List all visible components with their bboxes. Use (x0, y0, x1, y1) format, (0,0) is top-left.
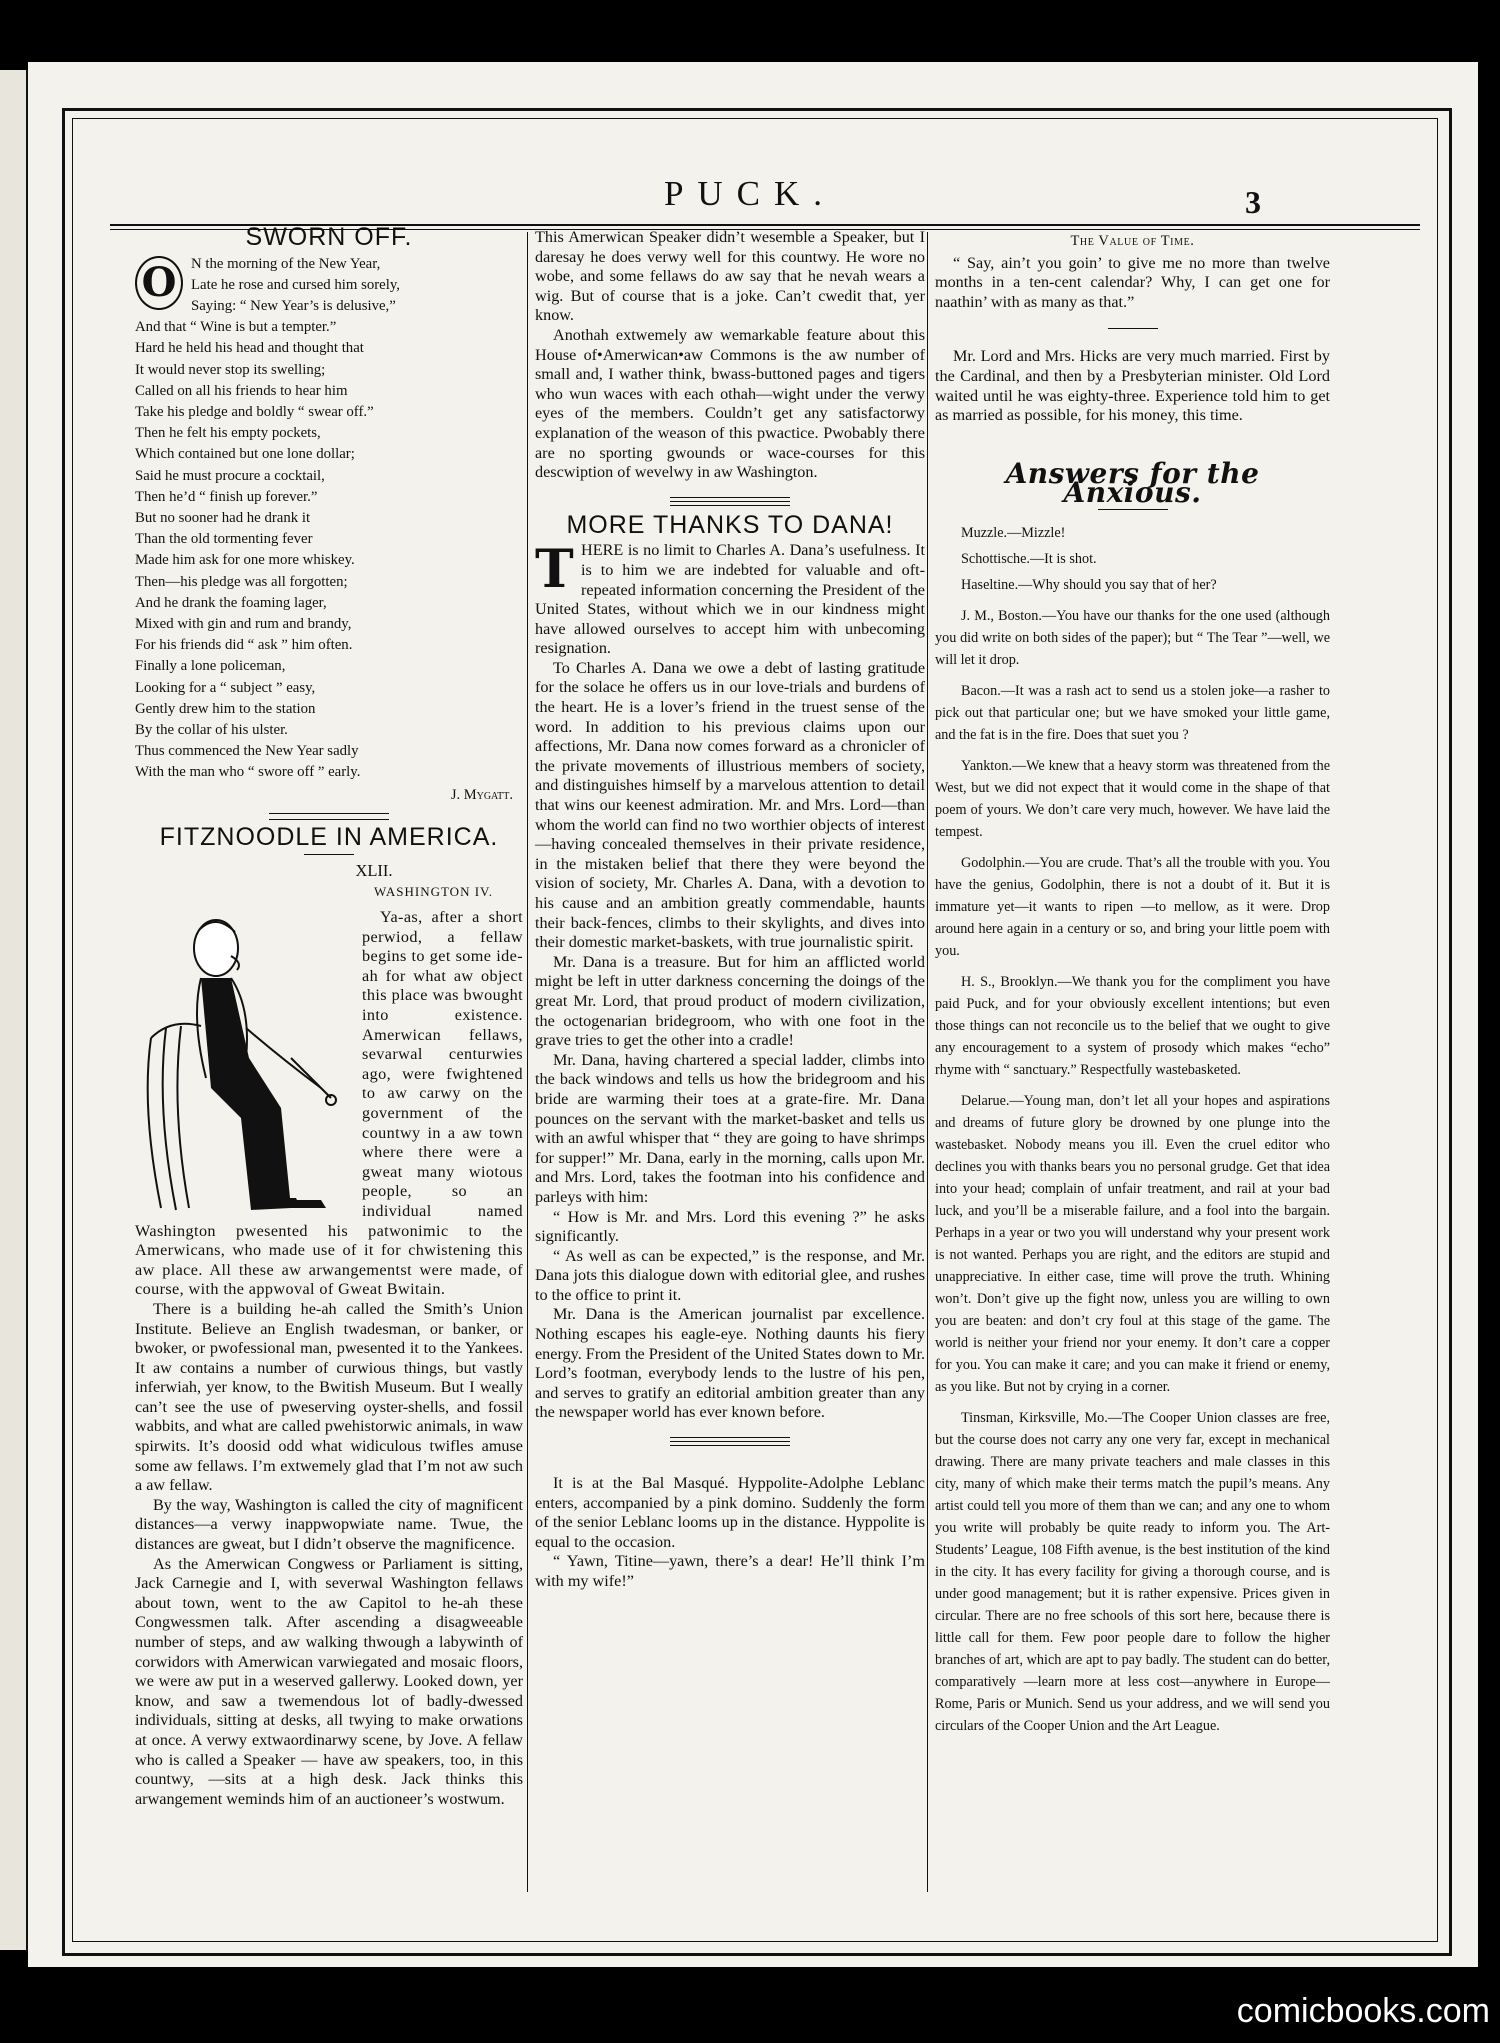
poem-line: Gently drew him to the station (135, 700, 316, 717)
fitznoodle-paragraph: There is a building he-ah called the Smith’s Union Institute. Believe an English twadesman, or banker, or bwoker, or pwofessional man, pwesented it to the Yankees. It aw contains a number of curwious things, but vastly inferwiah, yer know, to the Bwitish Museum. But I weally can’t see the use of pweserving oyster-shells, and fossil wabbits, and what are called pwehistorwic animals, in waw spirwits. It’s doosid odd what widiculous twifles amuse some aw fellaws. I’m extwemely glad that I’m not aw such a aw fellaw. (135, 1299, 523, 1495)
poem-line: Said he must procure a cocktail, (135, 467, 325, 484)
poem-line: N the morning of the New Year, (191, 255, 381, 272)
page-number: 3 (1245, 184, 1261, 220)
poem-line: Then he felt his empty pockets, (135, 425, 321, 442)
title-underline (1098, 509, 1168, 510)
dana-paragraph: To Charles A. Dana we owe a debt of lasting gratitude for the solace he offers us in our love-trials and burdens of the heart. He is a lover’s friend in the truest sense of the word. In addition to his previous claims upon our affections, Mr. Dana now comes forward as a chronicler of the private movements of illustrious members of society, and distinguishes himself by a marvelous attention to detail that wins our keenest admiration. Mr. and Mrs. Lord—than whom the world can find no two worthier objects of interest—having concealed themselves in their private residence, in the mistaken belief that there they were beyond the vision of society, Mr. Charles A. Dana, with a devotion to his cause and an ambition greatly commendable, haunts their back-fences, climbs to their skylights, and dives into their domestic market-baskets, with true journalistic spirit. (535, 658, 925, 952)
poem-line: Which contained but one lone dollar; (135, 446, 355, 463)
dana-title: MORE THANKS TO DANA! (566, 510, 894, 539)
value-of-time-title: The Value of Time. (1070, 233, 1195, 249)
fitznoodle-paragraph: As the Amerwican Congwess or Parliament is sitting, Jack Carnegie and I, with severwal Washington fellaws about town, went to the aw Capitol to he-ah these Congwessmen talk. After ascending a disagweeable number of steps, and aw walking thwough a labywinth of corwidors with Amerwican varwiegated and mosaic floors, we were aw put in a weserved gallerwy. Looked down, yer know, and saw a twemendous lot of badly-dwessed individuals, sitting at desks, all twying to make orwations at once. A verwy extwaordinarwy scene, by Jove. A fellaw who is called a Speaker — have aw speakers, too, in this countwy, —sits at a high desk. Jack thinks this arwangement weminds him of an auctioneer’s wostwum. (135, 1554, 523, 1808)
lord-hicks-paragraph: Mr. Lord and Mrs. Hicks are very much married. First by the Cardinal, and then by a Presbyterian minister. Old Lord waited until he was eighty-three. Experience told him to get as married as possible, for his money, this time. (935, 347, 1330, 425)
poem-line: Late he rose and cursed him sorely, (191, 276, 400, 293)
previous-page-edge (0, 70, 28, 1950)
section-separator (269, 813, 389, 820)
poem-line: With the man who “ swore off ” early. (135, 764, 361, 781)
fitznoodle-continuation: Anothah extwemely aw wemarkable feature about this House of•Amerwican•aw Commons is the aw number of small and, I wather think, bwass-buttoned pages and tigers who wun waces with each othah—wight under the verwy eyes of the members. Couldn’t get any satisfactorwy explanation of the weason of this pwactice. Pwobably there are no sporting gwounds or wace-courses for this descwiption of wevelwy in aw Washington. (535, 325, 925, 482)
title-underline (304, 854, 354, 855)
answer-item: Haseltine.—Why should you say that of her? (961, 576, 1217, 593)
poem-line: And that “ Wine is but a tempter.” (135, 319, 337, 336)
column-2 (535, 228, 925, 1592)
dana-paragraph: HERE is no limit to Charles A. Dana’s usefulness. It is to him we are indebted for valuable and oft-repeated information concerning the President of the United States, without which we in our kindness might have allowed ourselves to accept him with unbecoming resignation. (535, 541, 925, 658)
poem-line: Made him ask for one more whiskey. (135, 552, 355, 569)
poem-line: And he drank the foaming lager, (135, 594, 327, 611)
poem-line: Than the old tormenting fever (135, 531, 313, 548)
value-of-time-text: “ Say, ain’t you goin’ to give me no more than twelve months in a ten-cent calendar? Why, I can get one for naathin’ with as many as that.” (935, 253, 1330, 311)
poem-line: Then—his pledge was all forgotten; (135, 573, 348, 590)
poem-line: For his friends did “ ask ” him often. (135, 637, 353, 654)
answers-list (935, 522, 1330, 1737)
separator (1108, 328, 1158, 329)
bal-masque-paragraph: It is at the Bal Masqué. Hyppolite-Adolphe Leblanc enters, accompanied by a pink domino. Suddenly the form of the senior Leblanc looms up in the distance. Hyppolite is equal to the occasion. (535, 1474, 925, 1551)
sworn-off-poem (135, 254, 523, 784)
poem-line: Finally a lone policeman, (135, 658, 286, 675)
answer-item: Godolphin.—You are crude. That’s all the trouble with you. You have the genius, Godolphin, there is not a doubt of it. But it is immature yet—it wants to ripen —to mellow, as it were. Drop around here again in a century or so, and bring your little poem with you. (935, 854, 1330, 959)
watermark: comicbooks.com (1236, 1992, 1490, 2030)
dana-dropcap: T (535, 539, 574, 601)
poem-line: Looking for a “ subject ” easy, (135, 679, 316, 696)
poem-line: Take his pledge and boldly “ swear off.” (135, 404, 374, 421)
fitznoodle-number: XLII. (355, 860, 393, 880)
dana-paragraph: “ How is Mr. and Mrs. Lord this evening ?” he asks significantly. (535, 1207, 925, 1246)
column-divider (927, 232, 928, 1892)
bal-masque-paragraph: “ Yawn, Titine—yawn, there’s a dear! He’ll think I’m with my wife!” (535, 1552, 925, 1590)
fitznoodle-subtitle: WASHINGTON IV. (374, 884, 493, 900)
answer-item: Bacon.—It was a rash act to send us a stolen joke—a rasher to pick out that particular one; but we have smoked your little game, and the fat is in the fire. Does that suet you ? (935, 682, 1330, 743)
fitznoodle-paragraph: By the way, Washington is called the city of magnificent distances—a verwy inappwopwiate name. Twue, the distances are gweat, but I didn’t observe the magnificence. (135, 1495, 523, 1554)
fitznoodle-paragraph: Ya-as, after a short perwiod, a fellaw begins to get some ide-ah for what aw object this place was bwought into existence. Amerwican fellaws, sevarwal centurwies ago, were fwightened to aw carwy on the government of the countwy in a aw town where there were a gweat many wiotous people, so an individual named Washington pwesented his patwonimic to the Amerwicans, who made use of it for chwistening this aw place. All these aw arwangementst were made, of course, with the appwoval of Gweat Bwitain. (135, 908, 523, 1299)
section-separator (670, 497, 790, 506)
dana-paragraph: Mr. Dana is a treasure. But for him an afflicted world might be left in utter darkness concerning the doings of the great Mr. Lord, that proud product of modern civilization, the octogenarian bridegroom, who with one foot in the grave tries to get the other into a cradle! (535, 952, 925, 1050)
column-1 (135, 223, 523, 1809)
sworn-off-title: SWORN OFF. (245, 223, 413, 251)
poem-line: Saying: “ New Year’s is delusive,” (191, 298, 396, 314)
poem-line: It would never stop its swelling; (135, 361, 326, 378)
answer-item: H. S., Brooklyn.—We thank you for the compliment you have paid Puck, and for your obviously excellent intentions; but even those things can not reconcile us to the belief that we ought to give any encouragement to a system of prosody which makes “echo” rhyme with “ sanctuary.” Respectfully wastebasketed. (935, 973, 1330, 1078)
answer-item: J. M., Boston.—You have our thanks for the one used (although you did write on both sides of the paper); but “ The Tear ”—well, we will let it drop. (935, 607, 1330, 668)
ornamental-dropcap: O (135, 256, 183, 310)
dana-paragraph: “ As well as can be expected,” is the response, and Mr. Dana jots this dialogue down with editorial glee, and rushes to the office to print it. (535, 1246, 925, 1304)
poem-line: Hard he held his head and thought that (135, 340, 364, 357)
answer-item: Yankton.—We knew that a heavy storm was threatened from the West, but we did not expect that it would come in the shape of that poem of yours. We don’t care very much, however. We have laid the tempest. (935, 757, 1330, 840)
poem-line: By the collar of his ulster. (135, 722, 288, 739)
answer-item: Schottische.—It is shot. (961, 550, 1097, 567)
column-divider (527, 232, 528, 1892)
masthead-title: PUCK. (663, 174, 837, 213)
poem-line: Then he’d “ finish up forever.” (135, 488, 318, 505)
section-separator (670, 1437, 790, 1446)
fitznoodle-continuation: This Amerwican Speaker didn’t wesemble a Speaker, but I daresay he does verwy well for this countwy. He wore no wobe, and some fellaws do aw say that he nevah wears a wig. But of course that is a joke. Can’t cwedit that, yer know. (535, 228, 925, 325)
poem-line: But no sooner had he drank it (135, 510, 311, 527)
poem-line: Mixed with gin and rum and brandy, (135, 616, 352, 633)
fitznoodle-title: FITZNOODLE IN AMERICA. (159, 823, 499, 852)
dana-paragraph: Mr. Dana, having chartered a special ladder, climbs into the back windows and tells us how the bridegroom and his bride are warming their toes at a grate-fire. Mr. Dana pounces on the servant with the market-basket and tells us with an awful whisper that “ they are going to have shrimps for supper!” Mr. Dana, early in the morning, calls upon Mr. and Mrs. Lord, takes the footman into his confidence and parleys with him: (535, 1050, 925, 1206)
poem-signature: J. Mygatt. (450, 786, 513, 803)
poem-line: Thus commenced the New Year sadly (135, 743, 359, 760)
column-3 (935, 228, 1330, 1746)
answer-item: Muzzle.—Mizzle! (961, 524, 1066, 541)
answer-item: Delarue.—Young man, don’t let all your hopes and aspirations and dreams of future glory be drowned by one plunge into the wastebasket. Nobody means you ill. Even the cruel editor who declines you with thanks bears you no personal grudge. Get that idea into your head; complain of unfair treatment, and rail at your bad luck, and you’ll be a miserable failure, and a fool into the bargain. Perhaps in a year or two you will understand why your present work is not wanted. Perhaps you are right, and the editors are stupid and unappreciative. In either case, time will prove the truth. Whining won’t. Don’t give up the fight now, unless you are willing to own you are beaten: and don’t cry foul at this stage of the game. The world is neither your friend nor your enemy. It don’t care a copper for you. You can make it care; and you can make it friend or enemy, as you like. But not by crying in a corner. (935, 1092, 1330, 1395)
answer-item: Tinsman, Kirksville, Mo.—The Cooper Union classes are free, but the course does not carry any one very far, except in mechanical drawing. There are many private teachers and male classes in this city, many of which make their terms match the pupil’s means. Any artist could tell you more of them than we can; and any one to whom you write will probably be quite ready to inform you. The Art-Students’ League, 108 Fifth avenue, is the best institution of the kind in the city. It has every facility for giving a thorough course, and is under good management; but it is rather expensive. Prices given in circular. There are no free schools of this sort here, because there is little call for them. Few poor people dare to follow the higher branches of art, which are apt to pay badly. The student can do better, comparatively —learn more at less cost—anywhere in Europe—Rome, Paris or Munich. Send us your address, and we will send you circulars of the Cooper Union and the Art League. (935, 1409, 1330, 1734)
dana-paragraph: Mr. Dana is the American journalist par excellence. Nothing escapes his eagle-eye. Nothing daunts his fiery energy. From the President of the United States down to Mr. Lord’s footman, everybody lends to the lustre of his pen, and serves to gratify an editorial ambition greater than any the newspaper world has ever known before. (535, 1305, 925, 1422)
poem-line: Called on all his friends to hear him (135, 382, 348, 399)
answers-title: Answers for the Anxious. (1005, 456, 1260, 510)
fitznoodle-illustration (131, 908, 356, 1216)
